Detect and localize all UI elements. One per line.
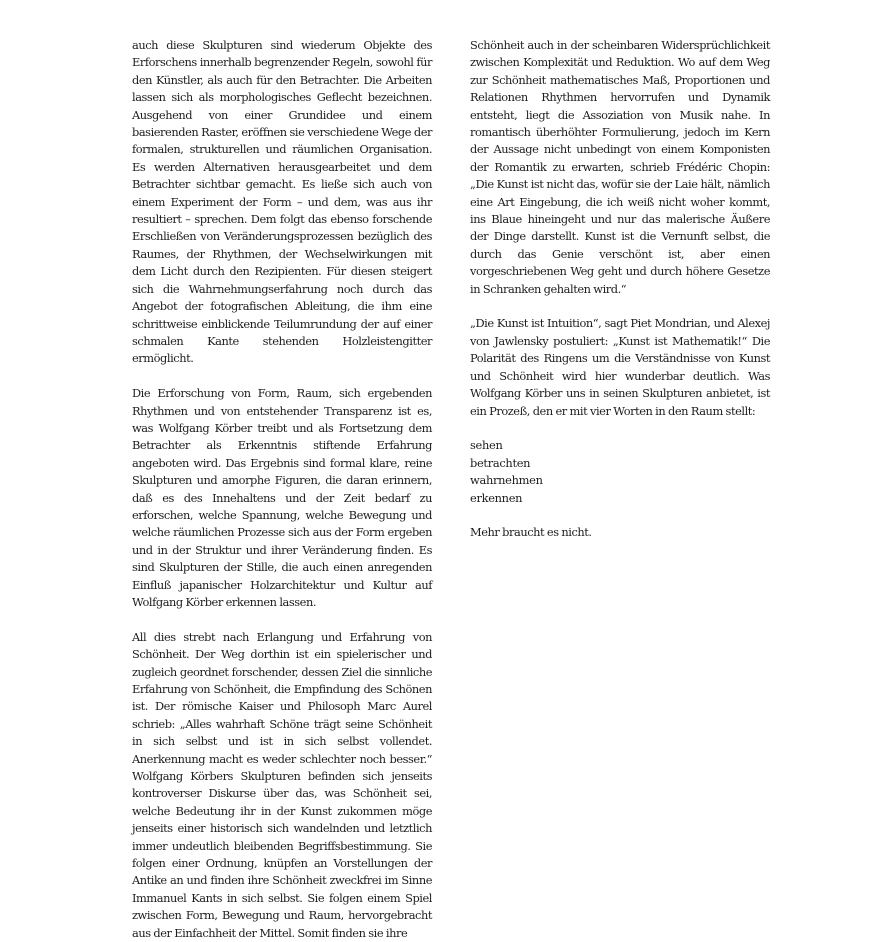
list-item: betrachten: [470, 455, 531, 470]
list-item: wahrnehmen: [470, 473, 543, 488]
list-item: sehen: [470, 438, 503, 453]
paragraph-exploration: auch diese Skulpturen sind wiederum Objekte des Erforschens innerhalb begrenzender Regeln, sowohl für den Künstler, als auch für den Betrachter. Die Arbeiten lassen sich als morphologisches Geflecht bezeichnen. Ausgehend von einer Grundidee und einem basierenden Raster, eröffnen sie verschiedene Wege der formalen, strukturellen und räumlichen Organisation. Es werden Alternativen herausgearbeitet und dem Betrachter sichtbar gemacht. Es ließe sich auch von einem Experiment der Form – und dem, was aus ihr resultiert – sprechen. Dem folgt das ebenso forschende Erschließen von Veränderungsprozessen bezüglich des Raumes, der Rhythmen, der Wechselwirkungen mit dem Licht durch den Rezipienten. Für diesen steigert sich die Wahrnehmungserfahrung noch durch das Angebot der fotografischen Ableitung, die ihm eine schrittweise einblickende Teilumrundung der auf einer schmalen Kante stehenden Holzleistengitter ermöglicht.: [132, 38, 432, 366]
left-text-column: [132, 37, 432, 942]
paragraph-form-space: Die Erforschung von Form, Raum, sich ergebenden Rhythmen und von entstehender Transparenz ist es, was Wolfgang Körber treibt und als Fortsetzung dem Betrachter als Erkenntnis stiftende Erfahrung angeboten wird. Das Ergebnis sind formal klare, reine Skulpturen und amorphe Figuren, die daran erinnern, daß es des Innehaltens und der Zeit bedarf zu erforschen, welche Spannung, welche Bewegung und welche räumlichen Prozesse sich aus der Form ergeben und in der Struktur und ihrer Veränderung finden. Es sind Skulpturen der Stille, die auch einen anregenden Einfluß japanischer Holzarchitektur und Kultur auf Wolfgang Körber erkennen lassen.: [132, 386, 432, 609]
closing-line: Mehr braucht es nicht.: [470, 525, 592, 540]
right-text-column: [470, 37, 770, 542]
paragraph-chopin-quote: Schönheit auch in der scheinbaren Widersprüchlichkeit zwischen Komplexität und Reduktion. Wo auf dem Weg zur Schönheit mathematisches Maß, Proportionen und Relationen Rhythmen hervorrufen und Dynamik entsteht, liegt die Assoziation von Musik nahe. In romantisch überhöhter Formulierung, jedoch im Kern der Aussage nicht unbedingt von einem Komponisten der Romantik zu erwarten, schrieb Frédéric Chopin: „Die Kunst ist nicht das, wofür sie der Laie hält, nämlich eine Art Eingebung, die ich weiß nicht woher kommt, ins Blaue hineingeht und nur das malerische Äußere der Dinge darstellt. Kunst ist die Vernunft selbst, die durch das Genie verschönt ist, aber einen vorgeschriebenen Weg geht und durch höhere Gesetze in Schranken gehalten wird.“: [470, 38, 770, 296]
list-item: erkennen: [470, 490, 523, 505]
four-words-list: [470, 437, 770, 507]
paragraph-beauty: All dies strebt nach Erlangung und Erfahrung von Schönheit. Der Weg dorthin ist ein spielerischer und zugleich geordnet forschender, dessen Ziel die sinnliche Erfahrung von Schönheit, die Empfindung des Schönen ist. Der römische Kaiser und Philosoph Marc Aurel schrieb: „Alles wahrhaft Schöne trägt seine Schönheit in sich selbst und ist in sich selbst vollendet. Anerkennung macht es weder schlechter noch besser.“ Wolfgang Körbers Skulpturen befinden sich jenseits kontroverser Diskurse über das, was Schönheit sei, welche Bedeutung ihr in der Kunst zukommen möge jenseits einer historisch sich wandelnden und letztlich immer undeutlich bleibenden Begriffsbestimmung. Sie folgen einer Ordnung, knüpfen an Vorstellungen der Antike an und finden ihre Schönheit zweckfrei im Sinne Immanuel Kants in sich selbst. Sie folgen einem Spiel zwischen Form, Bewegung und Raum, hervorgebracht aus der Einfachheit der Mittel. Somit finden sie ihre: [132, 629, 432, 940]
paragraph-mondrian-quote: „Die Kunst ist Intuition“, sagt Piet Mondrian, und Alexej von Jawlensky postuliert: „Kunst ist Mathematik!“ Die Polarität des Ringens um die Verständnisse von Kunst und Schönheit wird hier wunderbar deutlich. Was Wolfgang Körber uns in seinen Skulpturen anbietet, ist ein Prozeß, den er mit vier Worten in den Raum stellt:: [470, 316, 770, 418]
